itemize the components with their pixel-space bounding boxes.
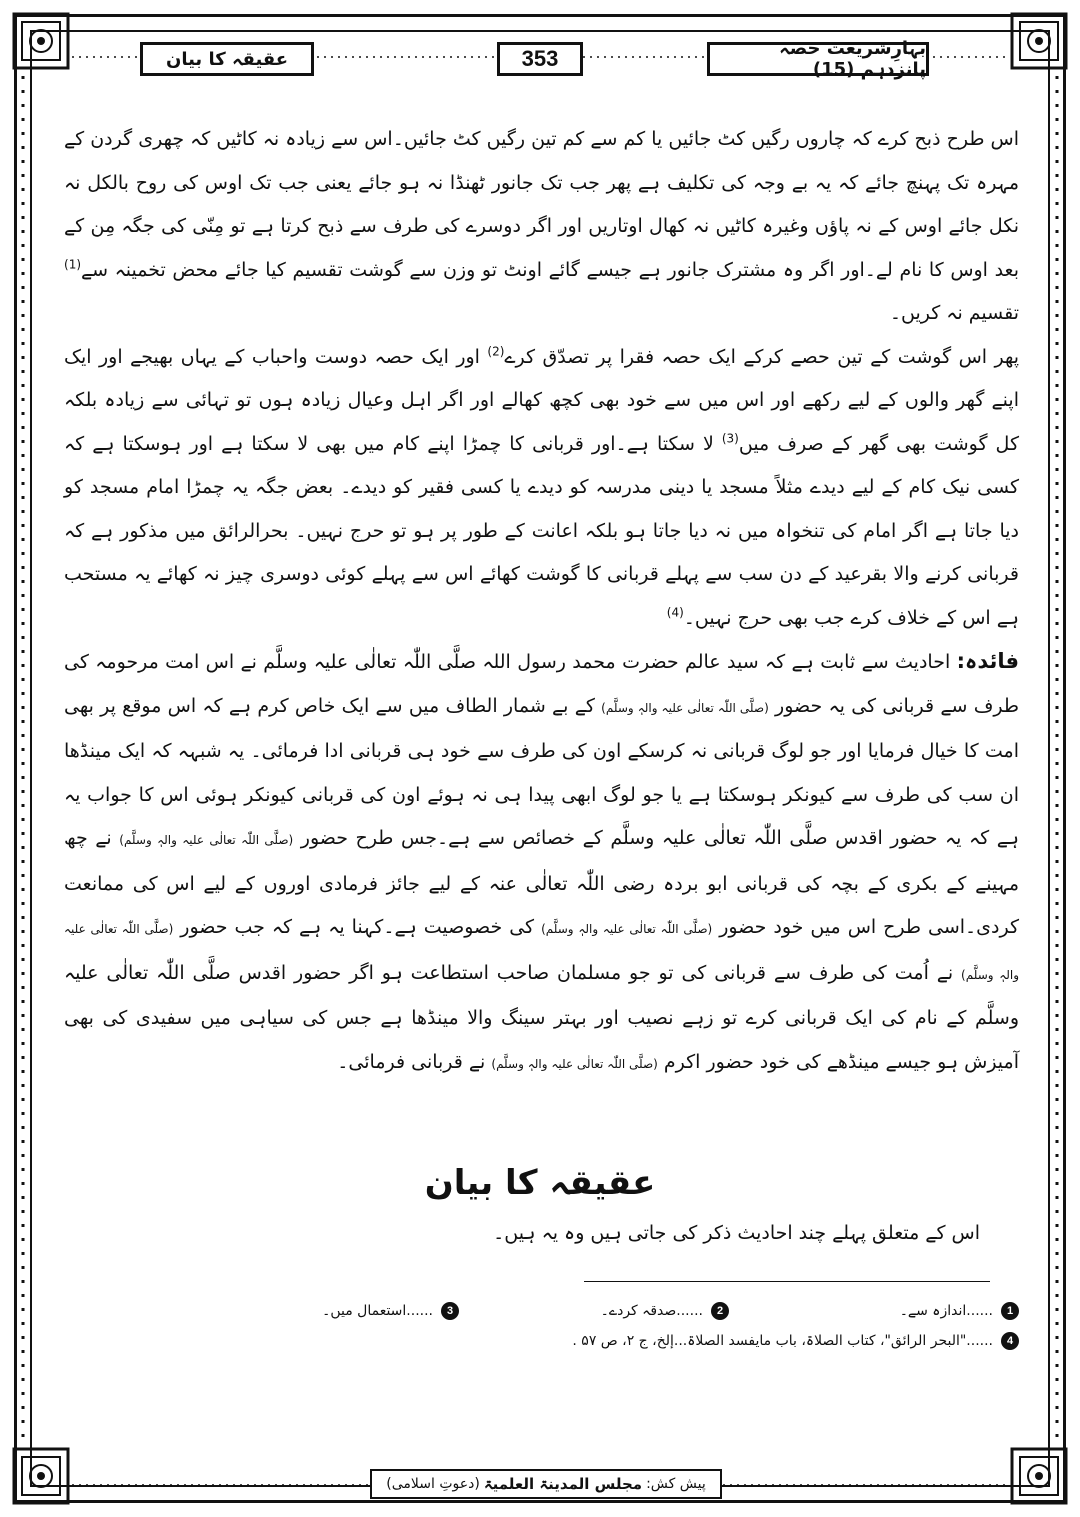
footnotes xyxy=(64,1296,1019,1356)
section-heading: عقیقہ کا بیان xyxy=(424,1163,656,1203)
publisher-footer: پیش کش: مجلس المدینۃ العلمیۃ (دعوتِ اسلامی) xyxy=(370,1469,722,1499)
corner-ornament-icon xyxy=(10,1445,72,1507)
section-intro: اس کے متعلق پہلے چند احادیث ذکر کی جاتی ہیں وہ یہ ہیں۔ xyxy=(493,1222,980,1244)
footnote: 4 ......"البحر الرائق"، کتاب الصلاۃ، باب مایفسد الصلاۃ...إلخ، ج ۲، ص ۵۷ . xyxy=(572,1332,1019,1350)
faida-label: فائدہ: xyxy=(956,649,1019,673)
corner-ornament-icon xyxy=(1008,10,1070,72)
footnote-row xyxy=(64,1326,1019,1356)
right-border-chain xyxy=(1052,76,1062,1441)
footnote-number: 2 xyxy=(711,1302,729,1320)
footnote-ref: (1) xyxy=(64,257,82,272)
corner-ornament-icon xyxy=(1008,1445,1070,1507)
footnote: 3 ......استعمال میں۔ xyxy=(322,1302,459,1320)
corner-ornament-icon xyxy=(10,10,72,72)
footnote: 1 ......اندازہ سے۔ xyxy=(729,1302,1019,1320)
footnote: 2 ......صدقہ کردے۔ xyxy=(459,1302,729,1320)
footnote-ref: (2) xyxy=(487,344,505,359)
footnote-row xyxy=(64,1296,1019,1326)
chapter-title: عقیقہ کا بیان xyxy=(140,42,314,76)
footnote-number: 4 xyxy=(1001,1332,1019,1350)
paragraph: فائدہ: احادیث سے ثابت ہے کہ سید عالم حضرت محمد رسول اللہ صلَّی اللّٰہ تعالٰی علیہ وسلَّم نے اس امت مرحومہ کی طرف سے قربانی کی یہ حضور (صلَّی اللّٰہ تعالٰی علیہ والہٖ وسلَّم) کے بے شمار الطاف میں سے ایک خاص کرم ہے کہ اس موقع پر بھی امت کا خیال فرمایا اور جو لوگ قربانی نہ کرسکے اون کی طرف سے خود ہی قربانی ادا فرمائی۔ یہ شبہہ کہ ایک مینڈھا ان سب کی طرف سے کیونکر ہوسکتا ہے یا جو لوگ ابھی پیدا ہی نہ ہوئے اون کی قربانی کیونکر ہوئی اس کا جواب یہ ہے کہ یہ حضور اقدس صلَّی اللّٰہ تعالٰی علیہ وسلَّم کے خصائص سے ہے۔جس طرح حضور (صلَّی اللّٰہ تعالٰی علیہ والہٖ وسلَّم) نے چھ مہینے کے بکری کے بچہ کی قربانی ابو بردہ رضی اللّٰہ تعالٰی عنہ کے لیے جائز فرمادی اوروں کے لیے اس کی ممانعت کردی۔اسی طرح اس میں خود حضور (صلَّی اللّٰہ تعالٰی علیہ والہٖ وسلَّم) کی خصوصیت ہے۔کہنا یہ ہے کہ جب حضور (صلَّی اللّٰہ تعالٰی علیہ والہٖ وسلَّم) نے اُمت کی طرف سے قربانی کی تو جو مسلمان صاحب استطاعت ہو اگر حضور اقدس صلَّی اللّٰہ تعالٰی علیہ وسلَّم کے نام کی ایک قربانی کرے تو زہے نصیب اور بہتر سینگ والا مینڈھا ہے جس کی سیاہی میں سفیدی کی بھی آمیزش ہو جیسے مینڈھے کی خود حضور اکرم (صلَّی اللّٰہ تعالٰی علیہ والہٖ وسلَّم) نے قربانی فرمائی۔ xyxy=(64,649,1020,1073)
main-text xyxy=(64,118,1019,1086)
paragraph: اس طرح ذبح کرے کہ چاروں رگیں کٹ جائیں یا کم سے کم تین رگیں کٹ جائیں۔اس سے زیادہ نہ کاٹیں کہ چھری گردن کے مہرہ تک پہنچ جائے کہ یہ بے وجہ کی تکلیف ہے پھر جب تک جانور ٹھنڈا نہ ہو جائے یعنی جب تک اوس کی روح بالکل نہ نکل جائے اوس کے نہ پاؤں وغیرہ کاٹیں نہ کھال اوتاریں اور اگر دوسرے کی طرف سے ذبح کرتا ہے تو مِنّی کی جگہ مِن کے بعد اوس کا نام لے۔اور اگر وہ مشترک جانور ہے جیسے گائے اونٹ تو وزن سے گوشت تقسیم کیا جائے محض تخمینہ سے$^{(1)}$ تقسیم نہ کریں۔ xyxy=(64,128,1019,324)
footnote-ref: (4) xyxy=(666,605,684,620)
footnote-number: 1 xyxy=(1001,1302,1019,1320)
book-title: بہارِشریعت حصہ پانزدہم (15) xyxy=(707,42,929,76)
left-border-chain xyxy=(18,76,28,1441)
footnote-separator xyxy=(584,1281,990,1282)
paragraph: پھر اس گوشت کے تین حصے کرکے ایک حصہ فقرا پر تصدّق کرے$^{(2)}$ اور ایک حصہ دوست واحباب کے یہاں بھیجے اور ایک اپنے گھر والوں کے لیے رکھے اور اس میں سے خود بھی کچھ کھالے اور اگر اہل وعیال زیادہ ہوں تو تہائی سے زیادہ بلکہ کل گوشت بھی گھر کے صرف میں$^{(3)}$ لا سکتا ہے۔اور قربانی کا چمڑا اپنے کام میں بھی لا سکتا ہے اور ہوسکتا ہے کہ کسی نیک کام کے لیے دیدے مثلاً مسجد یا دینی مدرسہ کو دیدے یا کسی فقیر کو دیدے۔ بعض جگہ یہ چمڑا امام مسجد کو دیا جاتا ہے اگر امام کی تنخواہ میں نہ دیا جاتا ہو بلکہ اعانت کے طور پر ہو تو حرج نہیں۔ بحرالرائق میں مذکور ہے کہ قربانی کرنے والا بقرعید کے دن سب سے پہلے قربانی کا گوشت کھائے اس سے پہلے کوئی دوسری چیز نہ کھائے یہ مستحب ہے اس کے خلاف کرے جب بھی حرج نہیں۔$^{(4)}$ xyxy=(64,344,1020,629)
footnote-number: 3 xyxy=(441,1302,459,1320)
footnote-ref: (3) xyxy=(721,431,739,446)
publisher-name: مجلس المدینۃ العلمیۃ xyxy=(483,1475,643,1493)
page-number: 353 xyxy=(497,42,583,76)
